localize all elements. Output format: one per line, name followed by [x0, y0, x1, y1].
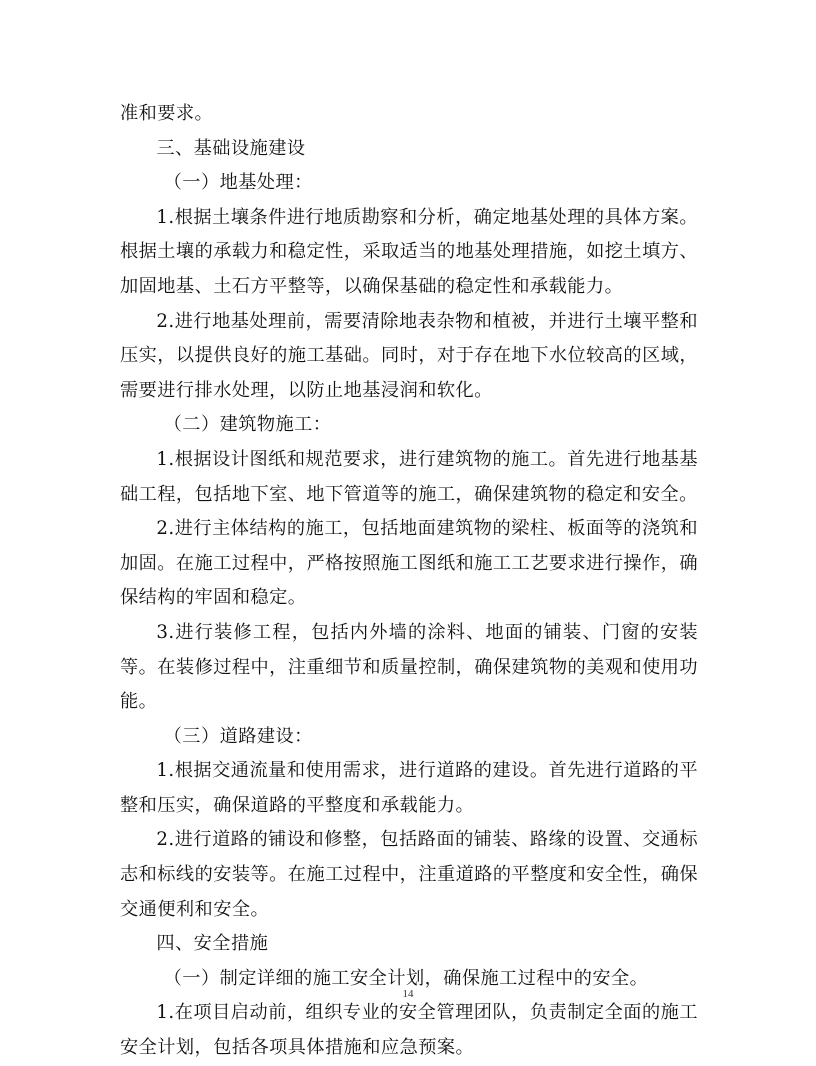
paragraph-continuation: 准和要求。 [120, 103, 214, 124]
paragraph: 1.在项目启动前，组织专业的安全管理团队，负责制定全面的施工安全计划，包括各项具体措施和应急预案。 [120, 1002, 698, 1059]
paragraph: 3.进行装修工程，包括内外墙的涂料、地面的铺装、门窗的安装等。在装修过程中，注重细节和质量控制，确保建筑物的美观和使用功能。 [120, 621, 698, 713]
paragraph: 2.进行地基处理前，需要清除地表杂物和植被，并进行土壤平整和压实，以提供良好的施工基础。同时，对于存在地下水位较高的区域，需要进行排水处理，以防止地基浸润和软化。 [120, 310, 698, 401]
subheading-foundation-treatment: （一）地基处理： [163, 172, 313, 194]
paragraph: 1.根据交通流量和使用需求，进行道路的建设。首先进行道路的平整和压实，确保道路的平整度和承载能力。 [120, 760, 698, 816]
paragraph: 2.进行道路的铺设和修整，包括路面的铺装、路缘的设置、交通标志和标线的安装等。在施工过程中，注重道路的平整度和安全性，确保交通便利和安全。 [120, 829, 698, 920]
paragraph: 2.进行主体结构的施工，包括地面建筑物的梁柱、板面等的浇筑和加固。在施工过程中，严格按照施工图纸和施工工艺要求进行操作，确保结构的牢固和稳定。 [120, 518, 698, 609]
subheading-road-construction: （三）道路建设： [163, 725, 313, 747]
body-text [120, 97, 698, 1066]
section-heading-safety: 四、安全措施 [156, 933, 269, 955]
paragraph: 1.根据设计图纸和规范要求，进行建筑物的施工。首先进行地基基础工程，包括地下室、地下管道等的施工，确保建筑物的稳定和安全。 [120, 448, 698, 505]
subheading-building-construction: （二）建筑物施工： [163, 414, 332, 436]
section-heading-infrastructure: 三、基础设施建设 [156, 137, 306, 159]
page-number: 14 [402, 988, 414, 1000]
paragraph: 1.根据土壤条件进行地质勘察和分析，确定地基处理的具体方案。根据土壤的承载力和稳定性，采取适当的地基处理措施，如挖土填方、加固地基、土石方平整等，以确保基础的稳定性和承载能力。 [120, 206, 698, 297]
subheading-safety-plan: （一）制定详细的施工安全计划，确保施工过程中的安全。 [163, 967, 649, 989]
